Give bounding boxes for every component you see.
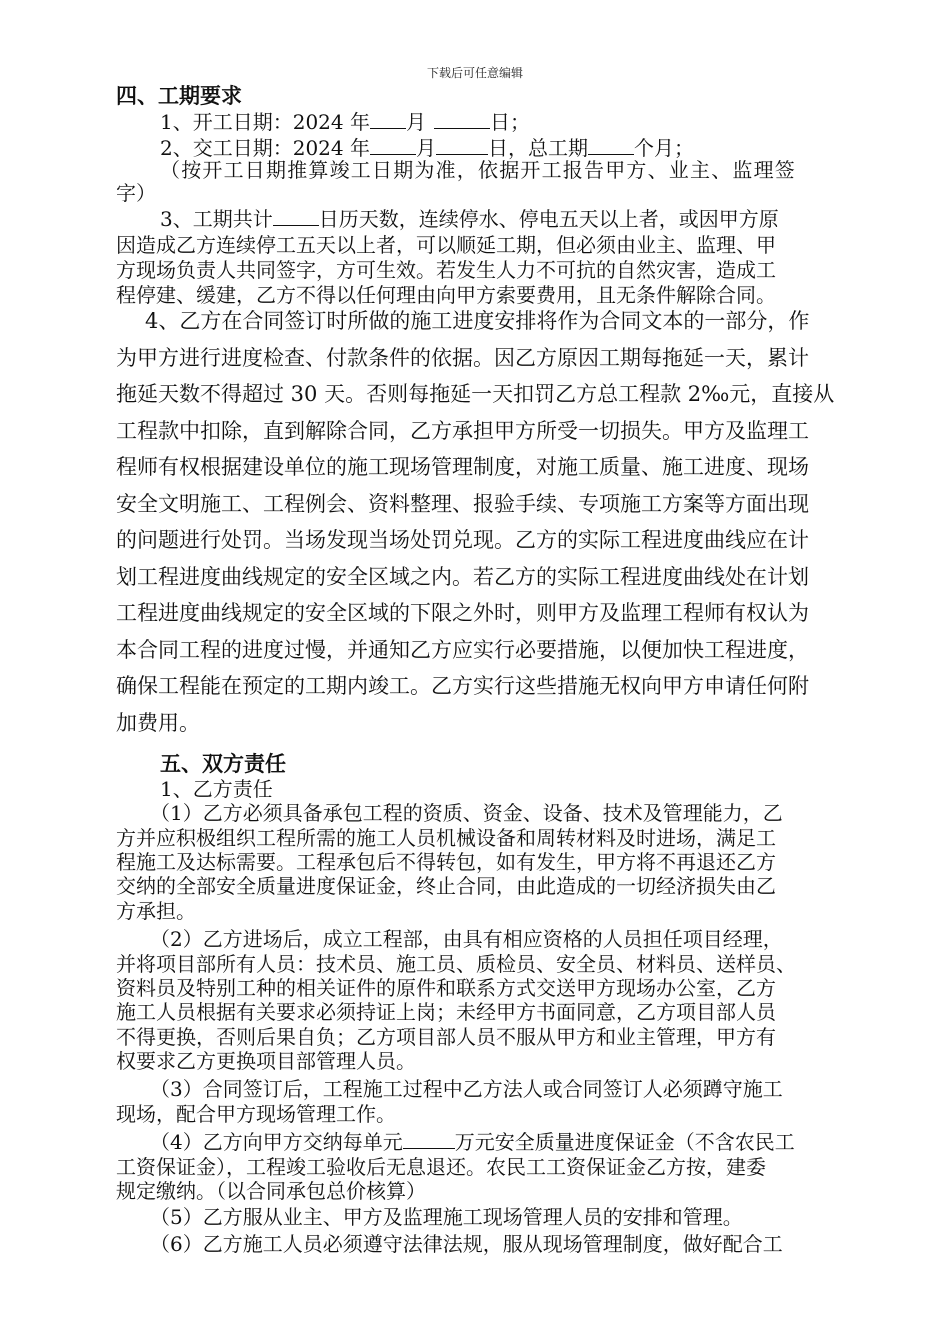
amount-blank[interactable]: [403, 1130, 455, 1149]
days-blank[interactable]: [273, 207, 319, 226]
p4-line-1: （4）乙方向甲方交纳每单元 万元安全质量进度保证金（不含农民工: [150, 1130, 795, 1154]
p2-line-1: （2）乙方进场后，成立工程部，由具有相应资格的人员担任项目经理，: [150, 927, 783, 951]
day-blank[interactable]: [436, 136, 488, 155]
p5-line: （5）乙方服从业主、甲方及监理施工现场管理人员的安排和管理。: [150, 1205, 743, 1229]
p4-line-3: 规定缴纳。（以合同承包总价核算）: [116, 1179, 426, 1203]
p1-line-1: （1）乙方必须具备承包工程的资质、资金、设备、技术及管理能力，乙: [150, 801, 783, 825]
day-blank[interactable]: [434, 110, 490, 129]
section-4-title: 四、工期要求: [116, 84, 242, 108]
p2-line-2: 并将项目部所有人员：技术员、施工员、质检员、安全员、材料员、送样员、: [116, 952, 796, 976]
item4-line-5: 程师有权根据建设单位的施工现场管理制度，对施工质量、施工进度、现场: [116, 455, 809, 479]
section-5-sub-1: 1、乙方责任: [160, 777, 273, 801]
end-date-line: 2、交工日期：2024 年 月 日，总工期 个月；: [160, 136, 694, 160]
item4-line-9: 工程进度曲线规定的安全区域的下限之外时，则甲方及监理工程师有权认为: [116, 601, 809, 625]
item4-line-10: 本合同工程的进度过慢，并通知乙方应实行必要措施，以便加快工程进度，: [116, 638, 809, 662]
p3-line-1: （3）合同签订后，工程施工过程中乙方法人或合同签订人必须蹲守施工: [150, 1077, 783, 1101]
p2-line-6: 权要求乙方更换项目部管理人员。: [116, 1049, 416, 1073]
p1-line-3: 程施工及达标需要。工程承包后不得转包，如有发生，甲方将不再退还乙方: [116, 850, 776, 874]
p2-line-3: 资料员及特别工种的相关证件的原件和联系方式交送甲方现场办公室，乙方: [116, 976, 776, 1000]
p3-line-2: 现场，配合甲方现场管理工作。: [116, 1102, 396, 1126]
item3-line-3: 方现场负责人共同签字，方可生效。若发生人力不可抗的自然灾害，造成工: [116, 258, 776, 282]
item4-line-1: 4、乙方在合同签订时所做的施工进度安排将作为合同文本的一部分，作: [145, 309, 810, 333]
item4-line-3: 拖延天数不得超过 30 天。否则每拖延一天扣罚乙方总工程款 2‰元，直接从: [116, 382, 835, 406]
item4-line-2: 为甲方进行进度检查、付款条件的依据。因乙方原因工期每拖延一天，累计: [116, 346, 809, 370]
item3-line-4: 程停建、缓建，乙方不得以任何理由向甲方索要费用，且无条件解除合同。: [116, 283, 776, 307]
section-5-title: 五、双方责任: [160, 752, 286, 776]
item4-line-8: 划工程进度曲线规定的安全区域之内。若乙方的实际工程进度曲线处在计划: [116, 565, 809, 589]
item3-line-1: 3、工期共计 日历天数，连续停水、停电五天以上者，或因甲方原: [160, 207, 779, 231]
p2-line-5: 不得更换，否则后果自负；乙方项目部人员不服从甲方和业主管理，甲方有: [116, 1025, 776, 1049]
month-blank[interactable]: [370, 110, 406, 129]
item4-line-7: 的问题进行处罚。当场发现当场处罚兑现。乙方的实际工程进度曲线应在计: [116, 528, 809, 552]
duration-blank[interactable]: [588, 136, 634, 155]
start-date-line: 1、开工日期：2024 年 月 日；: [160, 110, 530, 134]
note-line-2: 字）: [116, 181, 156, 205]
item4-line-12: 加费用。: [116, 711, 200, 735]
p1-line-5: 方承担。: [116, 899, 196, 923]
p6-line: （6）乙方施工人员必须遵守法律法规，服从现场管理制度，做好配合工: [150, 1232, 783, 1256]
item3-line-2: 因造成乙方连续停工五天以上者，可以顺延工期，但必须由业主、监理、甲: [116, 233, 776, 257]
p2-line-4: 施工人员根据有关要求必须持证上岗；未经甲方书面同意，乙方项目部人员: [116, 1000, 776, 1024]
p1-line-2: 方并应积极组织工程所需的施工人员机械设备和周转材料及时进场，满足工: [116, 826, 776, 850]
note-line-1: （按开工日期推算竣工日期为准，依据开工报告甲方、业主、监理签: [160, 158, 796, 182]
p1-line-4: 交纳的全部安全质量进度保证金，终止合同，由此造成的一切经济损失由乙: [116, 874, 776, 898]
item4-line-6: 安全文明施工、工程例会、资料整理、报验手续、专项施工方案等方面出现: [116, 492, 809, 516]
item4-line-4: 工程款中扣除，直到解除合同，乙方承担甲方所受一切损失。甲方及监理工: [116, 419, 809, 443]
p4-line-2: 工资保证金），工程竣工验收后无息退还。农民工工资保证金乙方按，建委: [116, 1155, 766, 1179]
item4-line-11: 确保工程能在预定的工期内竣工。乙方实行这些措施无权向甲方申请任何附: [116, 674, 809, 698]
month-blank[interactable]: [370, 136, 416, 155]
page-header: 下载后可任意编辑: [426, 66, 523, 80]
